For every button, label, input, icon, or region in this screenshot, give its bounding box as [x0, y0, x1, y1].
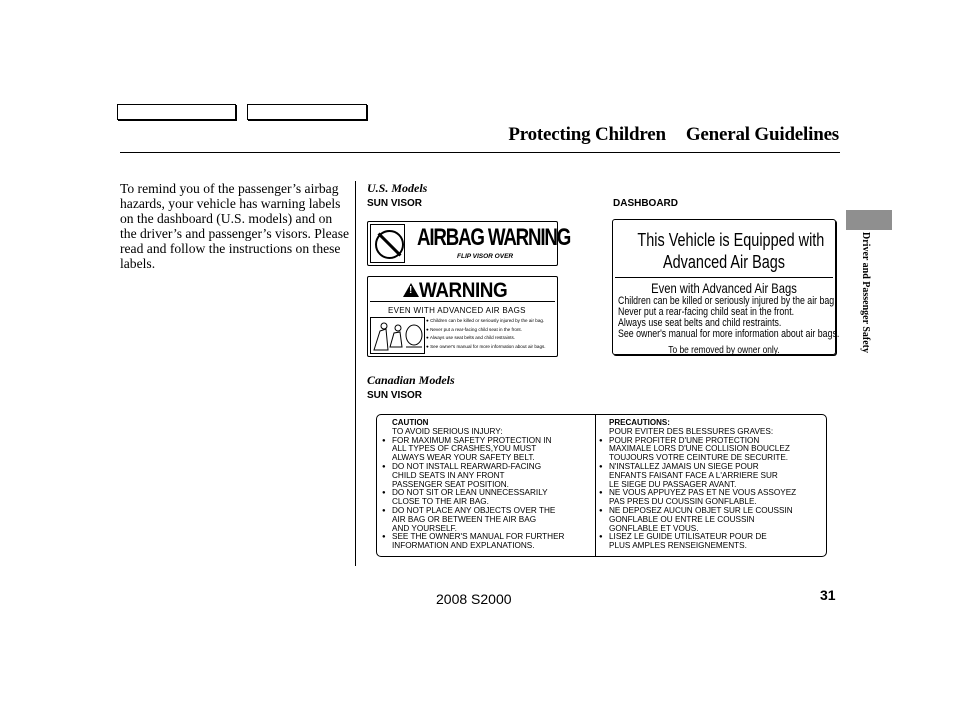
- section-tab[interactable]: [846, 210, 892, 230]
- intro-paragraph: To remind you of the passenger’s airbag hazards, your vehicle has warning labels on the dashboard (U.S. models) and on the driver’s and passenger’s visors. Please read and follow the instructions on these labels.: [120, 181, 350, 271]
- warning-item: ● Children can be killed or seriously injured by the air bag.: [426, 317, 546, 326]
- page-number: 31: [820, 587, 836, 603]
- footer-model: 2008 S2000: [436, 591, 512, 607]
- caution-subheading: TO AVOID SERIOUS INJURY:: [392, 426, 503, 436]
- title-rule: [120, 152, 840, 153]
- dashboard-line: Always use seat belts and child restraints.: [618, 317, 782, 329]
- dashboard-label-lines: [618, 296, 839, 340]
- caution-item: ● DO NOT PLACE ANY OBJECTS OVER THE AIR BAG OR BETWEEN THE AIR BAG AND YOURSELF.: [392, 507, 564, 533]
- title-left: Protecting Children: [508, 124, 666, 145]
- airbag-warning-title: AIRBAG WARNING: [417, 224, 571, 251]
- precautions-subheading: POUR EVITER DES BLESSURES GRAVES:: [609, 426, 774, 436]
- flip-visor-text: FLIP VISOR OVER: [457, 253, 514, 260]
- canadian-models-heading: Canadian Models: [367, 373, 455, 387]
- section-tab-label: Driver and Passenger Safety: [860, 232, 871, 354]
- label-divider: [595, 415, 596, 556]
- canadian-visor-label: [376, 414, 827, 557]
- warning-title: WARNING: [419, 279, 508, 302]
- dashboard-caption: DASHBOARD: [613, 198, 678, 209]
- caution-item: ● DO NOT SIT OR LEAN UNNECESSARILY CLOSE TO THE AIR BAG.: [392, 489, 564, 507]
- title-right: General Guidelines: [685, 124, 839, 145]
- airbag-illustration-icon: [370, 317, 425, 354]
- precautions-heading: PRECAUTIONS:: [609, 418, 670, 427]
- precaution-item: ● LISEZ LE GUIDE UTILISATEUR POUR DE PLUS AMPLES RENSEIGNEMENTS.: [609, 533, 796, 551]
- precaution-item: ● NE DEPOSEZ AUCUN OBJET SUR LE COUSSIN GONFLABLE OU ENTRE LE COUSSIN GONFLABLE ET VOUS.: [609, 507, 796, 533]
- removal-note: To be removed by owner only.: [668, 344, 780, 356]
- caution-item: ● DO NOT INSTALL REARWARD-FACING CHILD SEATS IN ANY FRONT PASSENGER SEAT POSITION.: [392, 463, 564, 489]
- precaution-item: ● NE VOUS APPUYEZ PAS ET NE VOUS ASSOYEZ PAS PRES DU COUSSIN GONFLABLE.: [609, 489, 796, 507]
- airbag-warning-label: [367, 221, 571, 266]
- visor-warning-label: [367, 276, 558, 357]
- warning-triangle-icon: [403, 283, 419, 297]
- warning-item: ● Always use seat belts and child restraints.: [426, 334, 546, 343]
- caution-item: ● FOR MAXIMUM SAFETY PROTECTION IN ALL TYPES OF CRASHES,YOU MUST ALWAYS WEAR YOUR SAFETY BELT.: [392, 437, 564, 463]
- page-title: [508, 124, 839, 146]
- dashboard-title-line-1: This Vehicle is Equipped with: [637, 229, 825, 250]
- precautions-column: [609, 419, 796, 551]
- dashboard-line: Never put a rear-facing child seat in the front.: [618, 306, 795, 318]
- precaution-item: ● N'INSTALLEZ JAMAIS UN SIEGE POUR ENFANTS FAISANT FACE A L'ARRIERE SUR LE SIEGE DU PASSAGER AVANT.: [609, 463, 796, 489]
- canadian-sun-visor-caption: SUN VISOR: [367, 390, 423, 401]
- column-divider: [355, 181, 356, 566]
- dashboard-line: See owner's manual for more information about air bags.: [618, 328, 840, 340]
- caution-column: [392, 419, 564, 551]
- dashboard-line: Children can be killed or seriously injured by the air bag.: [618, 295, 837, 307]
- warning-item: ● See owner's manual for more information about air bags.: [426, 343, 546, 352]
- nav-box-right[interactable]: [247, 104, 367, 120]
- us-models-heading: U.S. Models: [367, 181, 428, 195]
- no-child-seat-icon: [370, 224, 405, 263]
- warning-subtitle: EVEN WITH ADVANCED AIR BAGS: [388, 306, 526, 315]
- us-sun-visor-caption: SUN VISOR: [367, 198, 423, 209]
- caution-heading: CAUTION: [392, 418, 429, 427]
- warning-item: ● Never put a rear-facing child seat in the front.: [426, 326, 546, 335]
- dashboard-label-subtitle: Even with Advanced Air Bags: [651, 280, 797, 296]
- warning-list: [426, 317, 546, 351]
- dashboard-title-line-2: Advanced Air Bags: [663, 251, 785, 272]
- nav-box-left[interactable]: [117, 104, 236, 120]
- dashboard-label: [612, 219, 840, 356]
- precaution-item: ● POUR PROFITER D'UNE PROTECTION MAXIMALE LORS D'UNE COLLISION BOUCLEZ TOUJOURS VOTRE CEINTURE DE SECURITE.: [609, 437, 796, 463]
- dashboard-label-title: [637, 229, 825, 273]
- caution-item: ● SEE THE OWNER'S MANUAL FOR FURTHER INFORMATION AND EXPLANATIONS.: [392, 533, 564, 551]
